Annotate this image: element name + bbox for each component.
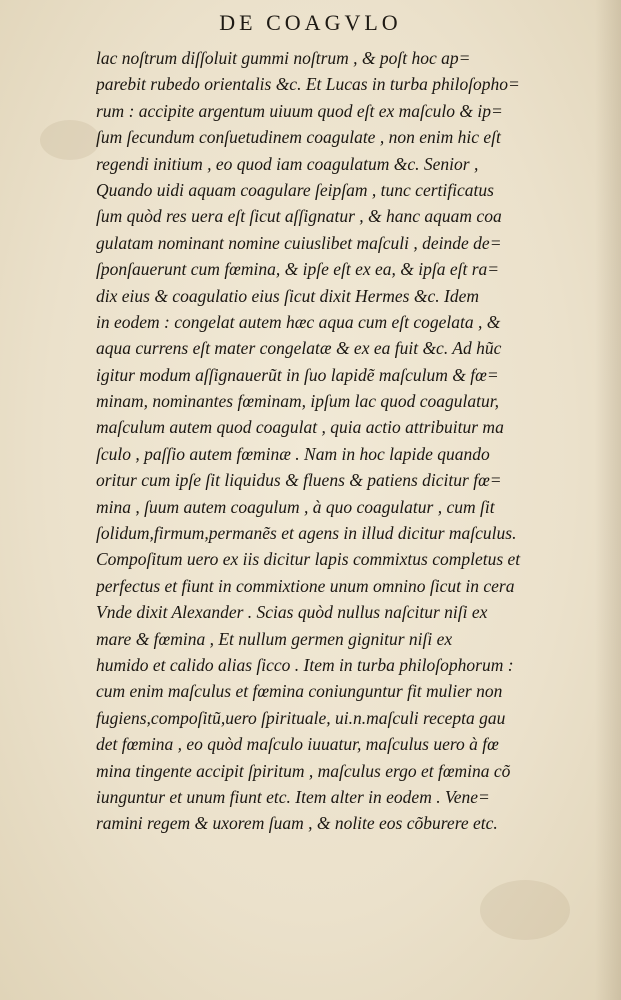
paper-stain xyxy=(480,880,570,940)
text-line: ſponſauerunt cum fœmina, & ipſe eſt ex ea, & ipſa eſt ra= xyxy=(96,259,500,280)
text-line: Compoſitum uero ex iis dicitur lapis commixtus completus et xyxy=(96,549,521,570)
text-line: mare & fœmina , Et nullum germen gignitur niſi ex xyxy=(96,628,453,649)
text-line: parebit rubedo orientalis &c. Et Lucas in turba philoſopho= xyxy=(96,74,520,95)
body-text xyxy=(96,45,586,837)
text-line: Quando uidi aquam coagulare ſeipſam , tunc certificatus xyxy=(96,179,494,200)
text-line: cum enim maſculus et fœmina coniunguntur fit mulier non xyxy=(96,681,503,702)
text-line: igitur modum aſſignauerũt in ſuo lapidẽ maſculum & fœ= xyxy=(96,364,499,385)
page-edge-shadow xyxy=(595,0,621,1000)
text-line: ſum ſecundum conſuetudinem coagulate , non enim hic eſt xyxy=(96,127,501,148)
text-line: Vnde dixit Alexander . Scias quòd nullus naſcitur niſi ex xyxy=(96,602,488,623)
text-line: gulatam nominant nomine cuiuslibet maſculi , deinde de= xyxy=(96,232,502,253)
text-line: det fœmina , eo quòd maſculo iuuatur, maſculus uero à fœ xyxy=(96,734,499,755)
text-line: minam, nominantes fœminam, ipſum lac quod coagulatur, xyxy=(96,391,499,412)
text-line: ſculo , paſſio autem fœminæ . Nam in hoc lapide quando xyxy=(96,443,490,464)
text-line: in eodem : congelat autem hæc aqua cum eſt cogelata , & xyxy=(96,311,501,332)
text-line: fugiens,compoſitũ,uero ſpirituale, ui.n.maſculi recepta gau xyxy=(96,707,506,728)
text-line: humido et calido alias ſicco . Item in turba philoſophorum : xyxy=(96,654,514,675)
text-line: iunguntur et unum fiunt etc. Item alter in eodem . Vene= xyxy=(96,786,490,807)
text-line: dix eius & coagulatio eius ſicut dixit Hermes &c. Idem xyxy=(96,285,479,306)
text-line: ſolidum,firmum,permanẽs et agens in illud dicitur maſculus. xyxy=(96,523,517,544)
text-line: ramini regem & uxorem ſuam , & nolite eos cõburere etc. xyxy=(96,813,498,834)
text-line: regendi initium , eo quod iam coagulatum &c. Senior , xyxy=(96,153,479,174)
text-line: oritur cum ipſe ſit liquidus & fluens & patiens dicitur fœ= xyxy=(96,470,502,491)
text-line: lac noſtrum diſſoluit gummi noſtrum , & poſt hoc ap= xyxy=(96,48,471,68)
text-line: aqua currens eſt mater congelatæ & ex ea fuit &c. Ad hũc xyxy=(96,338,502,359)
running-head: DE COAGVLO xyxy=(219,10,402,35)
text-line: perfectus et fiunt in commixtione unum omnino ſicut in cera xyxy=(96,575,515,596)
paper-stain xyxy=(40,120,100,160)
text-line: maſculum autem quod coagulat , quia actio attribuitur ma xyxy=(96,417,504,438)
text-line: mina , ſuum autem coagulum , à quo coagulatur , cum ſit xyxy=(96,496,495,517)
text-line: ſum quòd res uera eſt ſicut aſſignatur , & hanc aquam coa xyxy=(96,206,502,227)
text-line: rum : accipite argentum uiuum quod eſt ex maſculo & ip= xyxy=(96,100,503,121)
text-line: mina tingente accipit ſpiritum , maſculus ergo et fœmina cõ xyxy=(96,760,511,781)
